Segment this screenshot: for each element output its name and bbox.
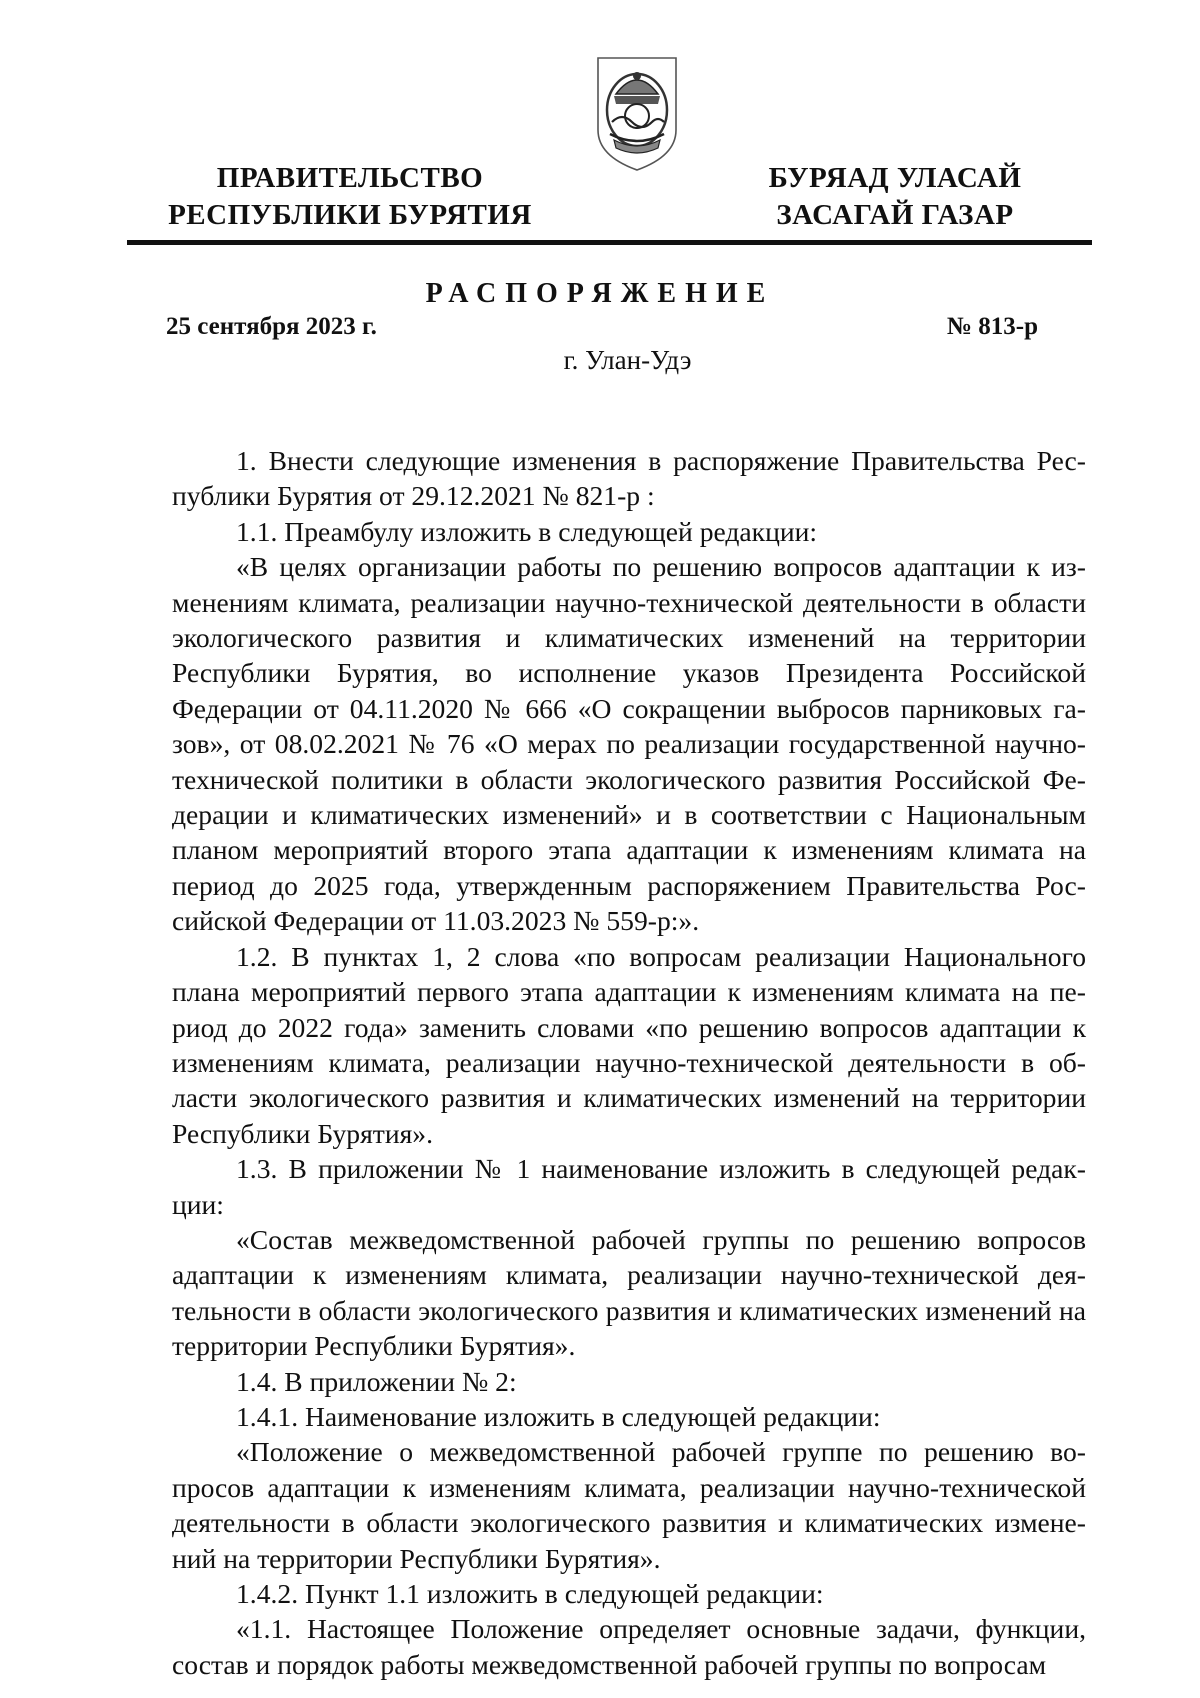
coat-of-arms-icon	[592, 52, 682, 174]
issuer-buryat-line-1: БУРЯАД УЛАСАЙ	[768, 162, 1022, 194]
issuer-name-buryat	[735, 160, 1055, 234]
issuer-line-1: ПРАВИТЕЛЬСТВО	[216, 162, 484, 194]
document-date: 25 сентября 2023 г.	[166, 313, 377, 340]
paragraph: 1.2. В пунктах 1, 2 слова «по вопросам реализации Национального плана мероприятий первого этапа адаптации к изменениям климата на период до 2022 года» заменить словами «по решению вопросов адаптации к изменениям климата, реализации научно-технической деятельности в области экологического развития и климатических изменений на территории Республики Бурятия».	[172, 940, 1086, 1149]
issuer-line-2: РЕСПУБЛИКИ БУРЯТИЯ	[168, 199, 532, 231]
paragraph: «Положение о межведомственной рабочей группе по решению вопросов адаптации к изменениям климата, реализации научно-технической деятельности в области экологического развития и климатических изменений на территории Республики Бурятия».	[172, 1436, 1086, 1574]
paragraph: «В целях организации работы по решению вопросов адаптации к изменениям климата, реализации научно-технической деятельности в области экологического развития и климатических изменений на территории Республики Бурятия, во исполнение указов Президента Российской Федерации от 04.11.2020 № 666 «О сокращении выбросов парниковых газов», от 08.02.2021 № 76 «О мерах по реализации государственной научно-технической политики в области экологического развития Российской Федерации и климатических изменений» и в соответствии с Национальным планом мероприятий второго этапа адаптации к изменениям климата на период до 2025 года, утвержденным распоряжением Правительства Российской Федерации от 11.03.2023 № 559-р:».	[172, 551, 1086, 937]
paragraph: 1.4. В приложении № 2:	[236, 1365, 517, 1397]
issuer-name-russian	[150, 160, 550, 234]
header-divider	[127, 240, 1092, 245]
document-body	[172, 443, 1086, 1682]
paragraph: 1.1. Преамбулу изложить в следующей редакции:	[236, 515, 818, 547]
paragraph: «1.1. Настоящее Положение определяет основные задачи, функции, состав и порядок работы межведомственной рабочей группы по вопросам	[172, 1613, 1086, 1680]
issuer-buryat-line-2: ЗАСАГАЙ ГАЗАР	[776, 199, 1014, 231]
document-type: РАСПОРЯЖЕНИЕ	[425, 278, 775, 309]
document-city: г. Улан-Удэ	[563, 345, 692, 375]
paragraph: 1.3. В приложении № 1 наименование изложить в следующей редакции:	[172, 1153, 1086, 1220]
paragraph: «Состав межведомственной рабочей группы по решению вопросов адаптации к изменениям климата, реализации научно-технической деятельности в области экологического развития и климатических изменений на территории Республики Бурятия».	[172, 1223, 1086, 1362]
paragraph: 1. Внести следующие изменения в распоряжение Правительства Республики Бурятия от 29.12.2021 № 821-р :	[172, 445, 1086, 512]
document-number: № 813-р	[946, 313, 1038, 340]
paragraph: 1.4.2. Пункт 1.1 изложить в следующей редакции:	[236, 1578, 824, 1609]
paragraph: 1.4.1. Наименование изложить в следующей редакции:	[236, 1400, 881, 1432]
